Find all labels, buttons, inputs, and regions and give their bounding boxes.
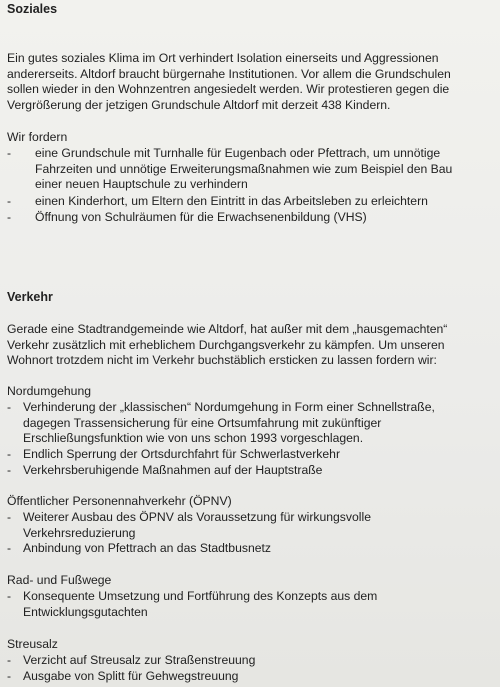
text-line: andererseits. Altdorf braucht bürgernahe Institutionen. Vor allem die Grundschulen xyxy=(7,66,451,81)
subsection-title: Nordumgehung xyxy=(7,384,92,398)
list-dash: - xyxy=(7,510,12,524)
text-line: Verzicht auf Streusalz zur Straßenstreuung xyxy=(23,653,256,667)
section-heading-verkehr: Verkehr xyxy=(7,290,53,304)
list-item xyxy=(7,541,495,557)
subsection-title: Streusalz xyxy=(7,637,58,651)
text-line: Verkehrsreduzierung xyxy=(23,525,136,540)
list-dash: - xyxy=(7,589,12,603)
subsection-title: Öffentlicher Personennahverkehr (ÖPNV) xyxy=(7,494,232,508)
list-item xyxy=(7,463,495,479)
text-line: Verkehrsberuhigende Maßnahmen auf der Hauptstraße xyxy=(23,463,323,477)
soziales-intro xyxy=(7,51,495,113)
list-item xyxy=(7,653,495,669)
text-line: Konsequente Umsetzung und Fortführung des Konzepts aus dem xyxy=(23,589,378,603)
demand-label: Wir fordern xyxy=(7,130,68,144)
list-dash: - xyxy=(7,146,12,160)
text-line: sollen wieder in den Wohnzentren angesiedelt werden. Wir protestieren gegen die xyxy=(7,82,450,96)
list-dash: - xyxy=(7,194,12,208)
text-line: Ein gutes soziales Klima im Ort verhindert Isolation einerseits und Aggressionen xyxy=(7,51,439,65)
text-line: einer neuen Hauptschule zu verhindern xyxy=(35,177,248,191)
text-line: Ausgabe von Splitt für Gehwegstreuung xyxy=(23,669,239,683)
verkehr-intro xyxy=(7,322,495,369)
text-line: Endlich Sperrung der Ortsdurchfahrt für Schwerlastverkehr xyxy=(23,447,341,461)
text-line: Gerade eine Stadtrandgemeinde wie Altdorf, hat außer mit dem „hausgemachten“ xyxy=(7,322,448,336)
text-line: Weiterer Ausbau des ÖPNV als Voraussetzung für wirkungsvolle xyxy=(23,510,371,524)
text-line: dagegen Trassensicherung für eine Ortsumfahrung mit zukünftiger xyxy=(23,415,382,430)
list-dash: - xyxy=(7,669,12,683)
text-line: Entwicklungsgutachten xyxy=(23,604,148,619)
text-line: eine Grundschule mit Turnhalle für Eugenbach oder Pfettrach, um unnötige xyxy=(35,146,441,160)
list-item xyxy=(7,210,495,226)
list-dash: - xyxy=(7,400,12,414)
text-line: Öffnung von Schulräumen für die Erwachsenenbildung (VHS) xyxy=(35,210,367,224)
list-item xyxy=(7,146,495,194)
list-dash: - xyxy=(7,447,12,461)
list-dash: - xyxy=(7,541,12,555)
list-item xyxy=(7,589,495,621)
section-heading-soziales: Soziales xyxy=(7,2,58,16)
list-item xyxy=(7,400,495,448)
text-line: einen Kinderhort, um Eltern den Eintritt in das Arbeitsleben zu erleichtern xyxy=(35,194,428,208)
list-dash: - xyxy=(7,210,12,224)
list-item xyxy=(7,510,495,542)
list-item xyxy=(7,194,495,210)
text-line: Verhinderung der „klassischen“ Nordumgehung in Form einer Schnellstraße, xyxy=(23,400,435,414)
list-item xyxy=(7,447,495,463)
text-line: Vergrößerung der jetzigen Grundschule Altdorf mit derzeit 438 Kindern. xyxy=(7,97,391,112)
list-item xyxy=(7,669,495,685)
list-dash: - xyxy=(7,463,12,477)
text-line: Erschließungsfunktion wie von uns schon 1993 vorgeschlagen. xyxy=(23,431,364,445)
text-line: Wohnort trotzdem nicht im Verkehr buchstäblich ersticken zu lassen fordern wir: xyxy=(7,353,437,367)
subsection-title: Rad- und Fußwege xyxy=(7,573,112,587)
text-line: Anbindung von Pfettrach an das Stadtbusnetz xyxy=(23,541,271,555)
text-line: Verkehr zusätzlich mit erheblichem Durchgangsverkehr zu kämpfen. Um unseren xyxy=(7,337,445,352)
text-line: Fahrzeiten und unnötige Erweiterungsmaßnahmen wie zum Beispiel den Bau xyxy=(35,161,453,176)
list-dash: - xyxy=(7,653,12,667)
